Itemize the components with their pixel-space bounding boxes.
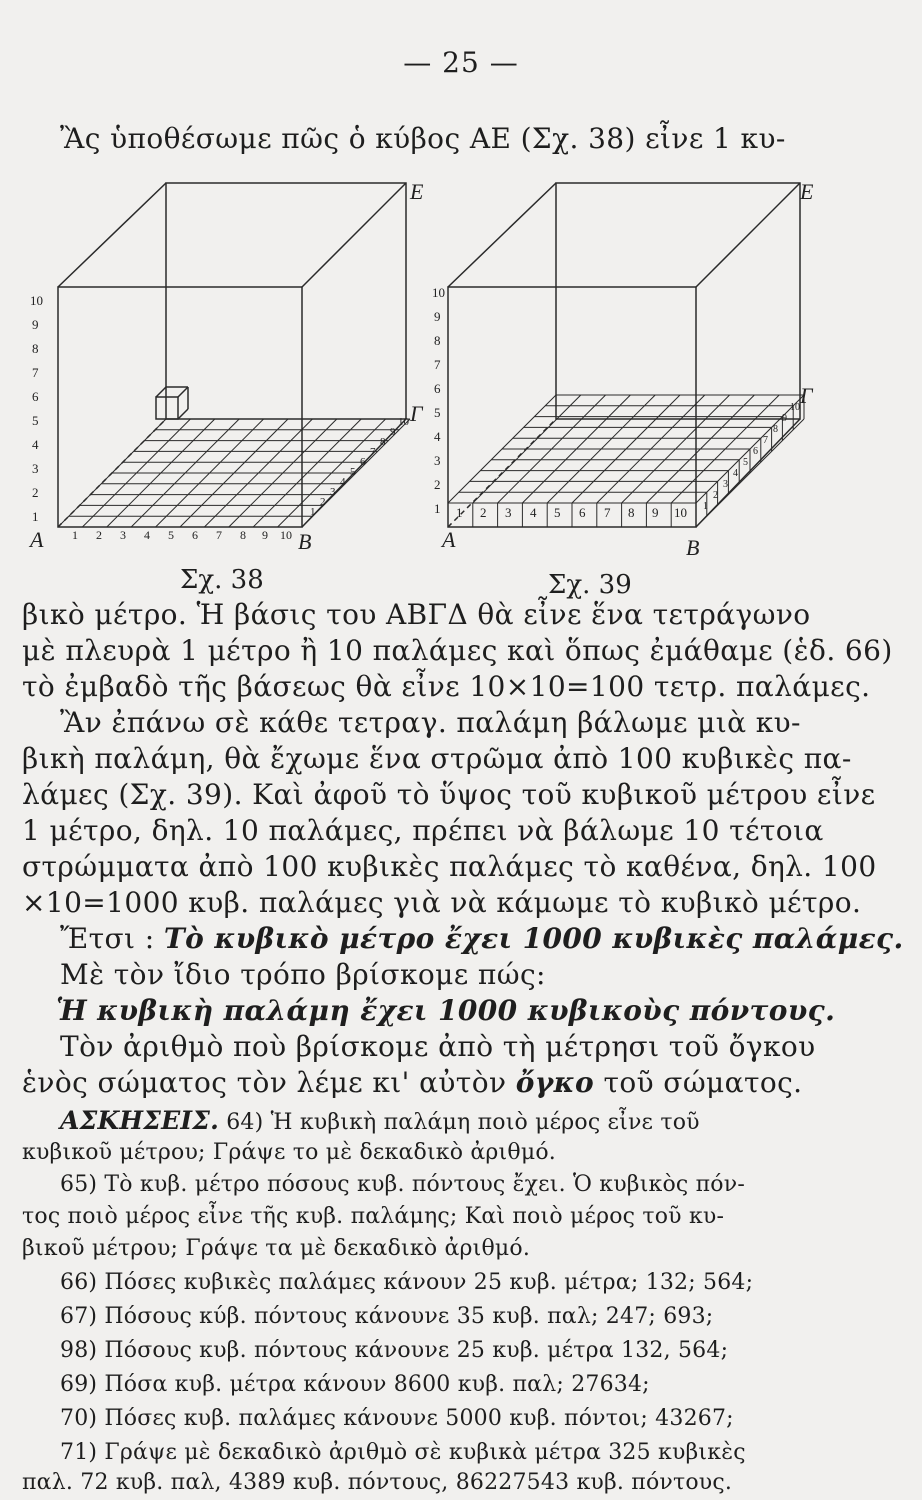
exercise-line: [60, 1106, 892, 1135]
front-cell-number: 4: [530, 505, 537, 520]
intro-line: Ἂς ὑποθέσωμε πῶς ὁ κύβος ΑΕ (Σχ. 38) εἶνε 1 κυ-: [60, 122, 786, 155]
body-line: βικὸ μέτρο. Ἡ βάσις του ΑΒΓΔ θὰ εἶνε ἕνα τετράγωνο: [22, 598, 811, 631]
side-tick: 4: [340, 476, 346, 488]
vertex-label-b: B: [298, 529, 312, 554]
exercises-heading: ΑΣΚΗΣΕΙΣ.: [60, 1106, 220, 1135]
body-line: [22, 1066, 892, 1099]
vertex-label-e: E: [800, 179, 814, 204]
vertex-label-a: A: [442, 527, 456, 552]
height-tick: 1: [32, 509, 39, 524]
figure-39: [430, 175, 850, 555]
page-number: — 25 —: [403, 46, 519, 79]
height-tick: 6: [32, 389, 39, 404]
exercise-line: βικοῦ μέτρου; Γράψε τα μὲ δεκαδικὸ ἀριθμό.: [22, 1236, 531, 1261]
side-tick: 1: [310, 506, 316, 518]
height-tick: 5: [434, 405, 441, 420]
base-tick: 1: [72, 528, 78, 542]
height-tick: 8: [32, 341, 39, 356]
base-tick: 8: [240, 528, 246, 542]
exercise-line: 67) Πόσους κύβ. πόντους κάνουνε 35 κυβ. παλ; 247; 693;: [60, 1304, 714, 1329]
vertex-label-b: B: [686, 535, 700, 555]
height-tick: 2: [32, 485, 39, 500]
front-cell-number: 7: [604, 505, 611, 520]
figure-39-caption: Σχ. 39: [548, 570, 632, 600]
front-cell-number: 8: [628, 505, 635, 520]
height-tick: 4: [434, 429, 441, 444]
height-tick: 10: [30, 293, 43, 308]
front-cell-number: 9: [652, 505, 659, 520]
figure-38: [28, 175, 438, 555]
base-tick: 6: [192, 528, 198, 542]
figure-38-caption: Σχ. 38: [180, 565, 264, 595]
side-cell-number: 3: [723, 479, 728, 490]
exercise-line: 69) Πόσα κυβ. μέτρα κάνουν 8600 κυβ. παλ; 27634;: [60, 1372, 650, 1397]
base-tick: 4: [144, 528, 150, 542]
side-cell-number: 4: [733, 468, 738, 479]
exercise-line: 65) Τὸ κυβ. μέτρο πόσους κυβ. πόντους ἔχει. Ὁ κυβικὸς πόν-: [60, 1172, 745, 1197]
base-tick: 2: [96, 528, 102, 542]
base-tick: 9: [262, 528, 268, 542]
side-tick: 10: [398, 416, 409, 428]
cube-edge: [696, 419, 804, 527]
height-tick: 6: [434, 381, 441, 396]
side-tick: 5: [350, 466, 356, 478]
side-cell-number: 7: [763, 435, 768, 446]
height-tick: 9: [434, 309, 441, 324]
height-tick: 7: [32, 365, 39, 380]
side-cell-number: 2: [713, 490, 718, 501]
height-tick: 7: [434, 357, 441, 372]
vertex-label-g: Γ: [410, 401, 423, 426]
body-line: μὲ πλευρὰ 1 μέτρο ἢ 10 παλάμες καὶ ὅπως ἐμάθαμε (ἑδ. 66): [22, 634, 893, 667]
exercise-line: 70) Πόσες κυβ. παλάμες κάνουνε 5000 κυβ. πόντοι; 43267;: [60, 1406, 734, 1431]
body-line: λάμες (Σχ. 39). Καὶ ἀφοῦ τὸ ὕψος τοῦ κυβικοῦ μέτρου εἶνε: [22, 778, 876, 811]
front-cell-number: 3: [505, 505, 512, 520]
vertex-label-a: A: [30, 527, 44, 552]
side-cell-number: 8: [773, 424, 778, 435]
height-tick: 10: [432, 285, 445, 300]
side-tick: 3: [330, 486, 336, 498]
side-tick: 9: [390, 426, 396, 438]
base-tick: 3: [120, 528, 126, 542]
front-cell-number: 1: [456, 505, 463, 520]
height-tick: 5: [32, 413, 39, 428]
definition-line: [60, 922, 904, 955]
base-tick: 10: [280, 528, 292, 542]
body-line: Ἂν ἐπάνω σὲ κάθε τετραγ. παλάμη βάλωμε μιὰ κυ-: [60, 706, 801, 739]
side-cell-number: 5: [743, 457, 748, 468]
exercise-line: κυβικοῦ μέτρου; Γράψε το μὲ δεκαδικὸ ἀριθμό.: [22, 1140, 556, 1165]
vertex-label-g: Γ: [800, 383, 813, 408]
cube-back-face: [556, 183, 800, 419]
side-cell-number: 10: [790, 402, 800, 413]
side-tick: 7: [370, 446, 376, 458]
side-tick: 8: [380, 436, 386, 448]
small-cube: [156, 397, 178, 419]
height-tick: 4: [32, 437, 39, 452]
body-line: τὸ ἐμβαδὸ τῆς βάσεως θὰ εἶνε 10×10=100 τετρ. παλάμες.: [22, 670, 871, 703]
body-line: 1 μέτρο, δηλ. 10 παλάμες, πρέπει νὰ βάλωμε 10 τέτοια: [22, 814, 824, 847]
front-cell-number: 6: [579, 505, 586, 520]
body-line: Μὲ τὸν ἴδιο τρόπο βρίσκομε πώς:: [60, 958, 546, 991]
body-text: ἑνὸς σώματος τὸν λέμε κι' αὐτὸν: [22, 1066, 507, 1099]
front-cell-number: 5: [554, 505, 561, 520]
body-text: τοῦ σώματος.: [603, 1066, 803, 1099]
exercise-line: 66) Πόσες κυβικὲς παλάμες κάνουν 25 κυβ. μέτρα; 132; 564;: [60, 1270, 754, 1295]
definition-prefix: Ἔτσι :: [60, 922, 155, 955]
front-cell-number: 10: [674, 505, 687, 520]
height-tick: 1: [434, 501, 441, 516]
body-line: στρώμματα ἀπὸ 100 κυβικὲς παλάμες τὸ καθένα, δηλ. 100: [22, 850, 877, 883]
emphasis-word: ὄγκο: [515, 1066, 595, 1099]
exercise-line: 98) Πόσους κυβ. πόντους κάνουνε 25 κυβ. μέτρα 132, 564;: [60, 1338, 729, 1363]
body-line: βικὴ παλάμη, θὰ ἔχωμε ἕνα στρῶμα ἀπὸ 100 κυβικὲς πα-: [22, 742, 852, 775]
body-line: Τὸν ἀριθμὸ ποὺ βρίσκομε ἀπὸ τὴ μέτρησι τοῦ ὄγκου: [60, 1030, 816, 1063]
exercise-line: τος ποιὸ μέρος εἶνε τῆς κυβ. παλάμης; Καὶ ποιὸ μέρος τοῦ κυ-: [22, 1204, 725, 1229]
vertex-label-e: E: [410, 179, 424, 204]
exercise-text: 64) Ἡ κυβικὴ παλάμη ποιὸ μέρος εἶνε τοῦ: [226, 1110, 700, 1135]
side-cell-number: 9: [782, 413, 787, 424]
definition-bold: Τὸ κυβικὸ μέτρο ἔχει 1000 κυβικὲς παλάμες.: [163, 922, 904, 955]
base-tick: 7: [216, 528, 222, 542]
side-tick: 6: [360, 456, 366, 468]
exercise-line: παλ. 72 κυβ. παλ, 4389 κυβ. πόντους, 86227543 κυβ. πόντους.: [22, 1470, 733, 1495]
body-line: ×10=1000 κυβ. παλάμες γιὰ νὰ κάμωμε τὸ κυβικὸ μέτρο.: [22, 886, 862, 919]
height-tick: 8: [434, 333, 441, 348]
definition-bold-line: Ἡ κυβικὴ παλάμη ἔχει 1000 κυβικοὺς πόντους.: [56, 994, 836, 1027]
side-tick: 2: [320, 496, 326, 508]
height-tick: 3: [32, 461, 39, 476]
height-tick: 9: [32, 317, 39, 332]
height-tick: 3: [434, 453, 441, 468]
front-cell-number: 2: [480, 505, 487, 520]
height-tick: 2: [434, 477, 441, 492]
side-cell-number: 1: [703, 501, 708, 512]
side-cell-number: 6: [753, 446, 758, 457]
exercise-line: 71) Γράψε μὲ δεκαδικὸ ἀριθμὸ σὲ κυβικὰ μέτρα 325 κυβικὲς: [60, 1440, 746, 1465]
base-tick: 5: [168, 528, 174, 542]
